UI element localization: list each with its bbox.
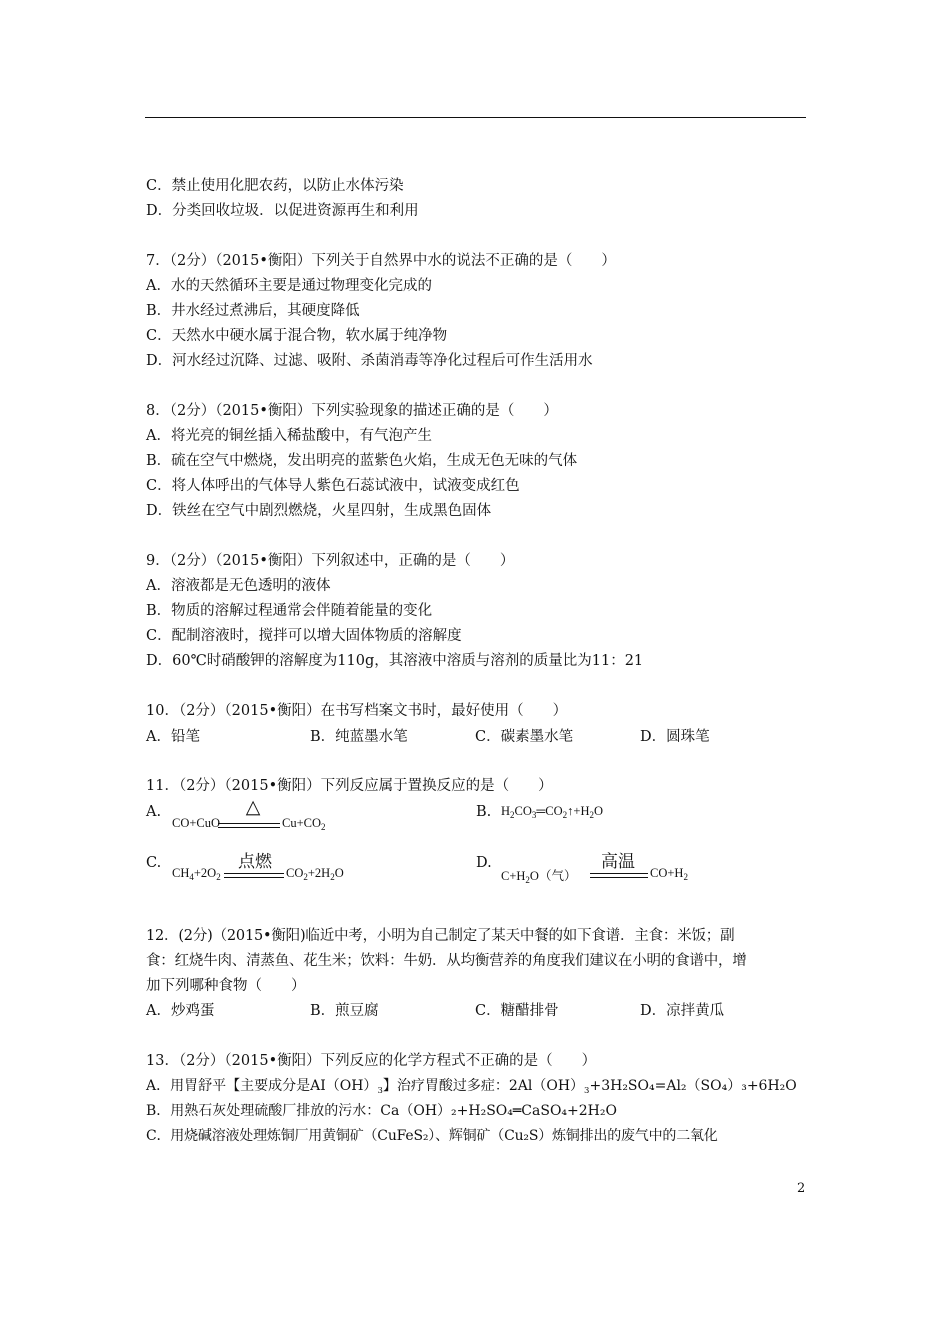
q10-option-a: A．铅笔 — [146, 729, 200, 745]
q7-option-a: A．水的天然循环主要是通过物理变化完成的 — [146, 278, 432, 294]
q13-stem: 13．（2分）（2015•衡阳）下列反应的化学方程式不正确的是（ ） — [146, 1053, 597, 1069]
q11-d-reactants: $C+H_2O$（气） — [501, 869, 577, 885]
q9-option-b: B．物质的溶解过程通常会伴随着能量的变化 — [146, 603, 433, 619]
q12-stem-line2: 食：红烧牛肉、清蒸鱼、花生米；饮料：牛奶．从均衡营养的角度我们建议在小明的食谱中，增 — [146, 953, 747, 969]
q11-a-products: $Cu+CO_2$ — [282, 816, 326, 832]
q11-b-equation: $H_2CO_3═CO_2↑+H_2O$ — [501, 804, 603, 820]
q8-option-d: D．铁丝在空气中剧烈燃烧，火星四射，生成黑色固体 — [146, 503, 492, 519]
q10-stem: 10．（2分）（2015•衡阳）在书写档案文书时，最好使用（ ） — [146, 703, 568, 719]
header-rule — [145, 117, 806, 118]
q8-stem: 8．（2分）（2015•衡阳）下列实验现象的描述正确的是（ ） — [146, 403, 558, 419]
q11-c-ignite-condition: 点燃 — [238, 852, 272, 871]
q11-a-equals-bar — [218, 823, 280, 828]
q7-option-b: B．井水经过煮沸后，其硬度降低 — [146, 303, 360, 319]
q12-option-a: A．炒鸡蛋 — [146, 1003, 215, 1019]
q11-d-equals-bar — [590, 873, 648, 878]
q11-c-reactants: $CH_4+2O_2$ — [172, 866, 221, 882]
q12-stem-line3: 加下列哪种食物（ ） — [146, 978, 306, 994]
q10-option-c: C．碳素墨水笔 — [475, 729, 574, 745]
q8-option-c: C．将人体呼出的气体导人紫色石蕊试液中，试液变成红色 — [146, 478, 520, 494]
q9-option-d: D．60℃时硝酸钾的溶解度为110g，其溶液中溶质与溶剂的质量比为11：21 — [146, 653, 644, 669]
q11-d-high-temp-condition: 高温 — [601, 852, 635, 871]
q11-option-b-label: B. — [476, 804, 492, 820]
q9-option-c: C．配制溶液时，搅拌可以增大固体物质的溶解度 — [146, 628, 462, 644]
q9-stem: 9．（2分）（2015•衡阳）下列叙述中，正确的是（ ） — [146, 553, 515, 569]
q6-option-c: C．禁止使用化肥农药，以防止水体污染 — [146, 178, 404, 194]
q11-c-equals-bar — [224, 873, 284, 878]
q11-stem: 11．（2分）（2015•衡阳）下列反应属于置换反应的是（ ） — [146, 778, 553, 794]
q7-option-d: D．河水经过沉降、过滤、吸附、杀菌消毒等净化过程后可作生活用水 — [146, 353, 593, 369]
q11-d-products: $CO+H_2$ — [650, 866, 688, 882]
q11-a-reactants: CO+CuO — [172, 816, 221, 830]
q13-option-a: A．用胃舒平【主要成分是$AI(OH)_3$】治疗胃酸过多症：$2Al(OH)_3+3H_2SO_4=Al_2(SO_4)_3+6H_2O$ — [146, 1078, 797, 1096]
q13-option-b: B．用熟石灰处理硫酸厂排放的污水：Ca（OH）₂+H₂SO₄═CaSO₄+2H₂O — [146, 1103, 617, 1119]
page-number: 2 — [797, 1181, 806, 1196]
q6-option-d: D．分类回收垃圾．以促进资源再生和利用 — [146, 203, 419, 219]
q13-option-c: C．用烧碱溶液处理炼铜厂用黄铜矿（CuFeS₂）、辉铜矿（Cu₂S）炼铜排出的废气中的二氧化 — [146, 1128, 718, 1144]
q11-c-products: $CO_2+2H_2O$ — [286, 866, 344, 882]
q12-stem-line1: 12．(2分)（2015•衡阳)临近中考，小明为自己制定了某天中餐的如下食谱．主食：米饭；副 — [146, 928, 735, 944]
q10-option-b: B．纯蓝墨水笔 — [310, 729, 408, 745]
q11-option-a-label: A. — [146, 804, 162, 820]
q12-option-b: B．煎豆腐 — [310, 1003, 379, 1019]
q11-option-c-label: C. — [146, 855, 162, 871]
q9-option-a: A．溶液都是无色透明的液体 — [146, 578, 331, 594]
q7-option-c: C．天然水中硬水属于混合物，软水属于纯净物 — [146, 328, 448, 344]
q11-option-d-label: D. — [476, 855, 492, 871]
q8-option-a: A．将光亮的铜丝插入稀盐酸中，有气泡产生 — [146, 428, 432, 444]
q12-option-c: C．糖醋排骨 — [475, 1003, 559, 1019]
q12-option-d: D．凉拌黄瓜 — [640, 1003, 725, 1019]
q10-option-d: D．圆珠笔 — [640, 729, 710, 745]
q7-stem: 7．（2分）（2015•衡阳）下列关于自然界中水的说法不正确的是（ ） — [146, 253, 616, 269]
q11-a-heat-condition: △ — [245, 797, 261, 818]
q8-option-b: B．硫在空气中燃烧，发出明亮的蓝紫色火焰，生成无色无味的气体 — [146, 453, 578, 469]
